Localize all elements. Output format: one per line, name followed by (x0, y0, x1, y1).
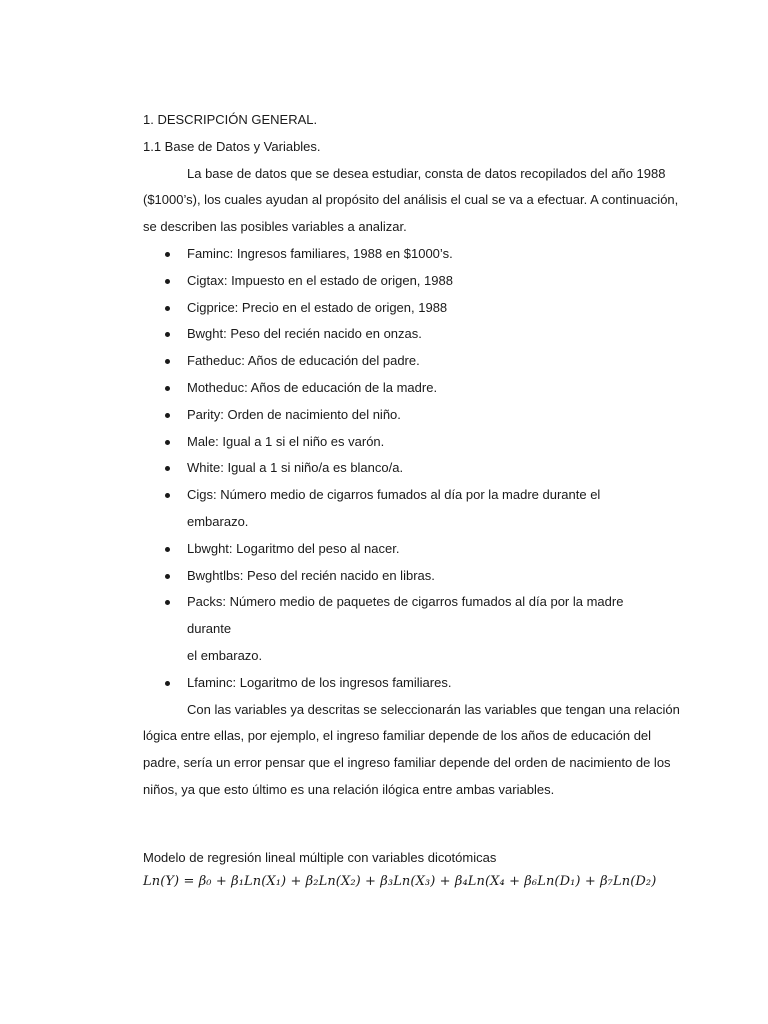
list-item (143, 536, 663, 563)
model-section (143, 847, 703, 893)
subsection-title: 1.1 Base de Datos y Variables. (143, 138, 321, 154)
bullet-icon (165, 440, 170, 445)
variable-description: Bwght: Peso del recién nacido en onzas. (187, 326, 422, 342)
model-title: Modelo de regresión lineal múltiple con variables dicotómicas (143, 850, 497, 865)
closing-line: Con las variables ya descritas se seleccionarán las variables que tengan una relación (187, 701, 680, 717)
bullet-icon (165, 279, 170, 284)
regression-formula: Ln(Y) = β₀ + β₁Ln(X₁) + β₂Ln(X₂) + β₃Ln(X₃) + β₄Ln(X₄ + β₆Ln(D₁) + β₇Ln(D₂) (143, 874, 657, 889)
bullet-icon (165, 493, 170, 498)
closing-line: niños, ya que esto último es una relación ilógica entre ambas variables. (143, 781, 555, 797)
variable-description: Male: Igual a 1 si el niño es varón. (187, 433, 385, 449)
bullet-icon (165, 547, 170, 552)
list-item (143, 268, 663, 295)
document-body (143, 107, 680, 804)
bullet-icon (165, 466, 170, 471)
variable-description: Packs: Número medio de paquetes de cigarros fumados al día por la madre durante el embarazo. (187, 594, 624, 663)
bullet-icon (165, 332, 170, 337)
closing-line: lógica entre ellas, por ejemplo, el ingreso familiar depende de los años de educación del (143, 728, 652, 744)
intro-line: La base de datos que se desea estudiar, consta de datos recopilados del año 1988 (187, 165, 666, 181)
list-item (143, 321, 663, 348)
list-item (143, 241, 663, 268)
bullet-icon (165, 574, 170, 579)
bullet-icon (165, 386, 170, 391)
variable-description: White: Igual a 1 si niño/a es blanco/a. (187, 460, 404, 476)
list-item (143, 563, 663, 590)
section-title: 1. DESCRIPCIÓN GENERAL. (143, 112, 318, 127)
list-item (143, 589, 663, 669)
bullet-icon (165, 600, 170, 605)
closing-line: padre, sería un error pensar que el ingreso familiar depende del orden de nacimiento de los (143, 755, 671, 771)
variable-description: Motheduc: Años de educación de la madre. (187, 379, 438, 395)
list-item (143, 295, 663, 322)
list-item (143, 348, 663, 375)
list-item (143, 670, 663, 697)
variable-list (143, 241, 663, 697)
list-item (143, 455, 663, 482)
bullet-icon (165, 252, 170, 257)
list-item (143, 429, 663, 456)
intro-line: ($1000’s), los cuales ayudan al propósito del análisis el cual se va a efectuar. A continuación, (143, 192, 679, 208)
bullet-icon (165, 359, 170, 364)
list-item (143, 375, 663, 402)
bullet-icon (165, 306, 170, 311)
variable-description: Fatheduc: Años de educación del padre. (187, 353, 420, 369)
variable-description: Lfaminc: Logaritmo de los ingresos familiares. (187, 674, 452, 690)
variable-description: Faminc: Ingresos familiares, 1988 en $1000’s. (187, 245, 453, 261)
bullet-icon (165, 681, 170, 686)
list-item (143, 482, 663, 536)
variable-description: Cigprice: Precio en el estado de origen, 1988 (187, 299, 448, 315)
variable-description: Parity: Orden de nacimiento del niño. (187, 406, 401, 422)
variable-description: Cigtax: Impuesto en el estado de origen, 1988 (187, 272, 453, 288)
bullet-icon (165, 413, 170, 418)
variable-description: Lbwght: Logaritmo del peso al nacer. (187, 540, 400, 556)
list-item (143, 402, 663, 429)
variable-description: Bwghtlbs: Peso del recién nacido en libras. (187, 567, 435, 583)
intro-line: se describen las posibles variables a analizar. (143, 219, 407, 235)
variable-description: Cigs: Número medio de cigarros fumados al día por la madre durante el embarazo. (187, 487, 601, 529)
